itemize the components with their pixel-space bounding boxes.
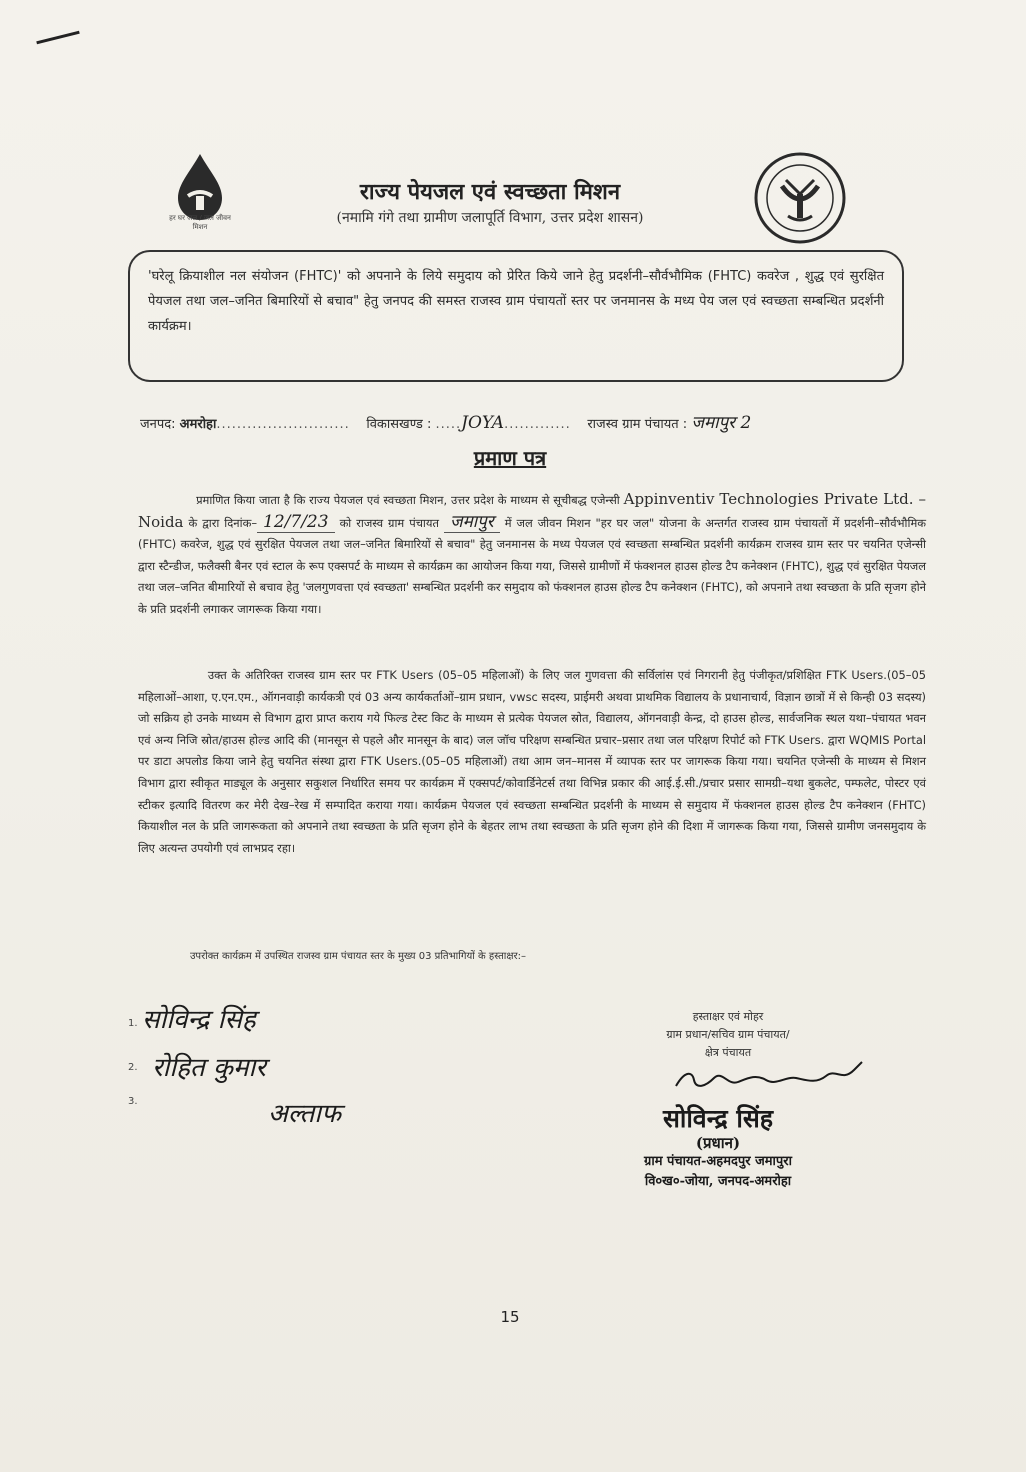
para1-date-label: के द्वारा दिनांक– [188,515,258,530]
page-number: 15 [500,1308,520,1326]
participant-3-number: 3. [128,1096,138,1107]
participant-1-signature: सोविन्द्र सिंह [142,1005,256,1035]
agency-name: Appinventiv Technologies Private Ltd. – Noida [138,490,926,531]
participant-2-signature: रोहित कुमार [152,1053,266,1083]
programme-description-text: 'घरेलू क्रियाशील नल संयोजन (FHTC)' को अपनाने के लिये समुदाय को प्रेरित किये जाने हेतु प्रदर्शनी–सौर्वभौमिक (FHTC) कवरेज , शुद्ध एवं सुरक्षित पेयजल तथा जल–जनित बिमारियों से बचाव" हेतु जनपद की समस्त राजस्व ग्राम पंचायतों स्तर पर जनमानस के मध्य पेय जल एवं स्वच्छता सम्बन्धित प्रदर्शनी कार्यक्रम। [148,269,884,334]
programme-description-box [128,250,904,382]
stamp-block-district: वि०ख०-जोया, जनपद-अमरोहा [644,1174,792,1189]
signatory-label-block [598,1008,858,1062]
uttar-pradesh-emblem-icon [752,150,848,246]
signatory-label-2: ग्राम प्रधान/सचिव ग्राम पंचायत/ [666,1028,790,1041]
stamp-role: (प्रधान) [695,1134,741,1152]
participant-2-number: 2. [128,1062,138,1073]
participant-3-line [128,1096,388,1107]
programme-date: 12/7/23 [257,512,335,533]
organisation-subtitle: (नमामि गंगे तथा ग्रामीण जलापूर्ति विभाग, उत्तर प्रदेश शासन) [336,210,644,226]
participant-1-number: 1. [128,1018,138,1029]
certificate-heading: प्रमाण पत्र [473,446,547,470]
para1-intro: प्रमाणित किया जाता है कि राज्य पेयजल एवं स्वच्छता मिशन, उत्तर प्रदेश के माध्यम से सूचीबद्ध एजेन्सी [196,493,620,507]
pradhan-signature-scribble [670,1056,870,1100]
participant-3-signature: अल्ताफ [268,1099,342,1129]
left-logo-tagline: हर घर जल / जल जीवन मिशन [169,214,231,231]
district-label: जनपद: [140,417,176,432]
district-value: अमरोहा [179,417,217,432]
signatory-label-3: क्षेत्र पंचायत [704,1046,752,1059]
signatory-label-1: हस्ताक्षर एवं मोहर [692,1010,764,1023]
certificate-paragraph-2 [138,665,926,859]
participants-signature-note: उपरोक्त कार्यक्रम में उपस्थित राजस्व ग्राम पंचायत स्तर के मुख्य 03 प्रतिभागियों के हस्ताक्षर:– [189,951,527,962]
organisation-title: राज्य पेयजल एवं स्वच्छता मिशन [359,179,621,205]
para1-body: में जल जीवन मिशन "हर घर जल" योजना के अन्तर्गत राजस्व ग्राम पंचायतों में प्रदर्शनी–सौर्वभौमिक (FHTC) कवरेज, शुद्ध एवं सुरक्षित पेयजल तथा जल–जनित बिमारियों से बचाव" हेतु जनमानस के मध्य पेयजल एवं स्वच्छता सम्बन्धित प्रदर्शनी कार्यक्रम राजस्व ग्राम स्तर पर चयनित एजेन्सी द्वारा स्टैन्डीज, फलैक्सी बैनर एवं स्टाल के रूप एक्सपर्ट के माध्यम से कार्यक्रम का आयोजन किया गया, जिससे ग्रामीणों में फंक्शनल हाउस होल्ड टैप कनेक्शन (FHTC), शुद्ध एवं सुरक्षित पेयजल तथा जल–जनित बीमारियों से बचाव हेतु 'जलगुणवत्ता एवं स्वच्छता' सम्बन्धित प्रदर्शनी कर समुदाय को फंक्शनल हाउस होल्ड टैप कनेक्शन (FHTC), को अपनाने तथा स्वच्छता के प्रति सृजग होने के प्रति प्रदर्शनी लगाकर जागरूक किया गया। [138,515,927,616]
panchayat-label: राजस्व ग्राम पंचायत : [587,417,688,432]
pen-stroke-mark [36,31,79,45]
block-label: विकासखण्ड : [366,417,432,432]
location-fields-row: जनपद: अमरोहा.......................... विकासखण्ड : .....JOYA............. राजस्व ग्राम पंचायत : जमापुर 2 [140,413,752,433]
certificate-paragraph-1 [138,489,926,621]
block-value: JOYA [461,413,505,433]
pradhan-stamp [578,1104,858,1192]
para2-body: उक्त के अतिरिक्त राजस्व ग्राम स्तर पर FTK Users (05–05 महिलाओं) के लिए जल गुणवत्ता की सर्विलांस एवं निगरानी हेतु पंजीकृत/प्रशिक्षित FTK Users.(05–05 महिलाओं–आशा, ए.एन.एम., ऑगनवाड़ी कार्यकत्री एवं 03 अन्य कार्यकर्ताओं–ग्राम प्रधान, vwsc सदस्य, प्राईमरी अथवा प्राथमिक विद्यालय के प्रधानाचार्य, विज्ञान छात्रों में से किन्ही 03 सदस्य) जो सक्रिय हो उनके माध्यम से विभाग द्वारा प्राप्त कराय गये फिल्ड टेस्ट किट के माध्यम से प्रत्येक पेयजल स्रोत, विद्यालय, ऑगनवाड़ी केन्द्र, दो हाउस होल्ड, सार्वजनिक स्थल यथा–पंचायत भवन एवं अन्य निजि स्रोत/हाउस होल्ड आदि की (मानसून से पहले और मानसून के बाद) जल जॉच परिक्षण सम्बन्धित प्रचार–प्रसार तथा जल परिक्षण रिपोर्ट को FTK Users. द्वारा WQMIS Portal पर डाटा अपलोड किया जाने हेतु चयनित संस्था द्वारा FTK Users.(05–05 महिलाओं) तथा आम जन–मानस में व्यापक स्तर पर जागरूक किया गया। चयनित एजेन्सी के माध्यम से मिशन विभाग द्वारा स्वीकृत माड्यूल के अनुसार सकुशल निर्धारित समय पर कार्यक्रम में एक्सपर्ट/कोवार्डिनेटर्स तथा विभिन्न प्रकार की आई.ई.सी./प्रचार प्रसार सामग्री–यथा बुकलेट, पम्फलेट, पोस्टर एवं स्टीकर इत्यादि वितरण कर मेरी देख–रेख में सम्पादित कराया गया। कार्यक्रम पेयजल एवं स्वच्छता सम्बन्धित प्रदर्शनी के माध्यम से समुदाय में फंक्शनल हाउस होल्ड टैप कनेक्शन (FHTC) कियाशील नल के प्रति जागरूकता को अपनाने तथा स्वच्छता के प्रति सृजग होने के बेहतर लाभ तथा स्वच्छता के प्रति सृजग होने की दिशा में जागरूक किया गया, जिससे ग्रामीण जनसमुदाय के लिए अत्यन्त उपयोगी एवं लाभप्रद रहा। [138,668,926,855]
panchayat-value: जमापुर 2 [691,413,752,433]
stamp-name: सोविन्द्र सिंह [662,1104,774,1133]
para1-village-label: को राजस्व ग्राम पंचायत [339,515,439,530]
stamp-panchayat: ग्राम पंचायत-अहमदपुर जमापुरा [644,1154,792,1169]
village-name: जमापुर [444,512,500,533]
